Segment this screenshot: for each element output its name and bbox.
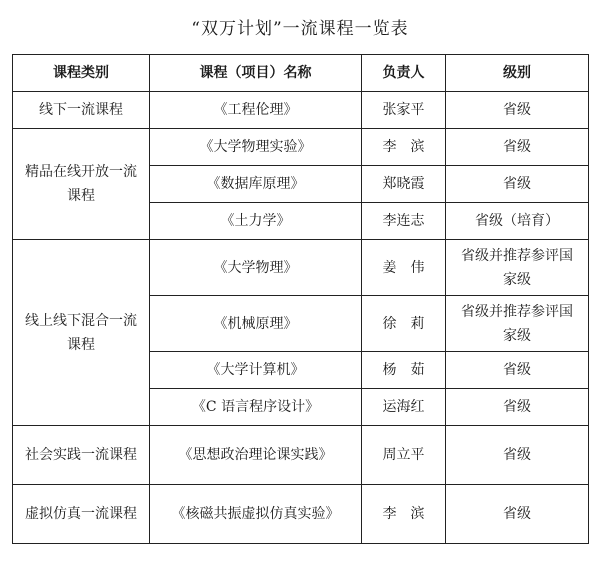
owner-cell: 李 滨 bbox=[362, 485, 446, 544]
category-cell bbox=[13, 129, 150, 240]
category-cell: 线下一流课程 bbox=[13, 92, 150, 129]
course-table bbox=[12, 54, 589, 544]
course-name-cell: 《大学计算机》 bbox=[150, 352, 362, 389]
category-label: 精品在线开放一流课程 bbox=[25, 164, 137, 204]
course-name-cell: 《工程伦理》 bbox=[150, 92, 362, 129]
category-cell bbox=[13, 485, 150, 544]
level-cell: 省级 bbox=[446, 389, 589, 426]
table-row bbox=[13, 485, 589, 544]
owner-cell: 张家平 bbox=[362, 92, 446, 129]
owner-cell: 运海红 bbox=[362, 389, 446, 426]
table-row bbox=[13, 240, 589, 296]
course-name-cell: 《土力学》 bbox=[150, 203, 362, 240]
header-category: 课程类别 bbox=[13, 55, 150, 92]
course-name-cell: 《数据库原理》 bbox=[150, 166, 362, 203]
course-name-cell: 《大学物理实验》 bbox=[150, 129, 362, 166]
page-title: “双万计划”一流课程一览表 bbox=[191, 19, 409, 39]
owner-cell: 姜 伟 bbox=[362, 240, 446, 296]
header-owner: 负责人 bbox=[362, 55, 446, 92]
owner-cell: 徐 莉 bbox=[362, 296, 446, 352]
table-header-row bbox=[13, 55, 589, 92]
category-cell bbox=[13, 426, 150, 485]
course-name-cell: 《大学物理》 bbox=[150, 240, 362, 296]
level-cell: 省级 bbox=[446, 485, 589, 544]
level-cell: 省级 bbox=[446, 129, 589, 166]
table-row bbox=[13, 92, 589, 129]
table-row bbox=[13, 426, 589, 485]
level-cell: 省级 bbox=[446, 166, 589, 203]
course-name-cell: 《核磁共振虚拟仿真实验》 bbox=[150, 485, 362, 544]
course-name-cell: 《思想政治理论课实践》 bbox=[150, 426, 362, 485]
owner-cell: 李连志 bbox=[362, 203, 446, 240]
table-row bbox=[13, 129, 589, 166]
owner-cell: 李 滨 bbox=[362, 129, 446, 166]
level-cell: 省级 bbox=[446, 92, 589, 129]
owner-cell: 周立平 bbox=[362, 426, 446, 485]
category-label: 社会实践一流课程 bbox=[25, 447, 137, 463]
level-cell bbox=[446, 296, 589, 352]
header-course-name: 课程（项目）名称 bbox=[150, 55, 362, 92]
header-level: 级别 bbox=[446, 55, 589, 92]
level-cell: 省级（培育） bbox=[446, 203, 589, 240]
category-cell bbox=[13, 240, 150, 426]
level-label: 省级并推荐参评国家级 bbox=[461, 247, 573, 288]
level-label: 省级并推荐参评国家级 bbox=[461, 303, 573, 344]
level-cell: 省级 bbox=[446, 352, 589, 389]
course-name-cell: 《机械原理》 bbox=[150, 296, 362, 352]
level-cell bbox=[446, 240, 589, 296]
owner-cell: 杨 茹 bbox=[362, 352, 446, 389]
level-cell: 省级 bbox=[446, 426, 589, 485]
course-name-cell: 《C 语言程序设计》 bbox=[150, 389, 362, 426]
category-label: 虚拟仿真一流课程 bbox=[25, 506, 137, 522]
category-label: 线上线下混合一流课程 bbox=[25, 312, 137, 353]
owner-cell: 郑晓霞 bbox=[362, 166, 446, 203]
